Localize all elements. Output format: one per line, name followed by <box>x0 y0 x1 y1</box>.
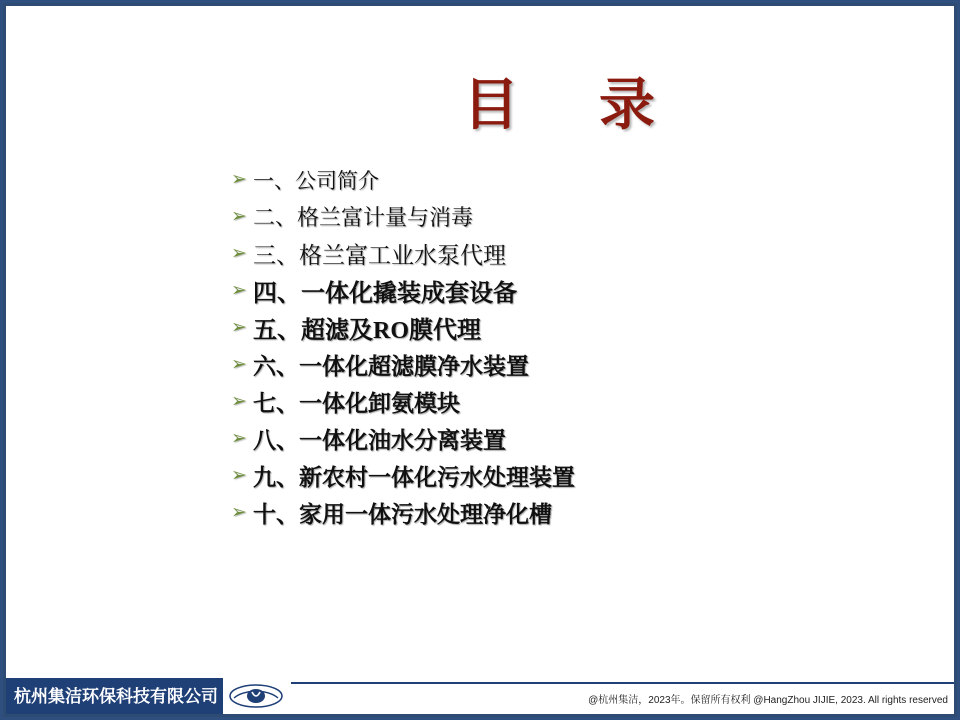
list-item-label: 五、超滤及RO膜代理 <box>253 318 481 344</box>
arrow-bullet-icon: ➢ <box>231 168 247 190</box>
list-item-label: 九、新农村一体化污水处理装置 <box>253 465 575 490</box>
footer-company-name: 杭州集洁环保科技有限公司 <box>14 687 218 706</box>
arrow-bullet-icon: ➢ <box>231 427 247 449</box>
list-item[interactable] <box>231 457 871 494</box>
list-item-label: 三、格兰富工业水泵代理 <box>253 243 506 268</box>
arrow-bullet-icon: ➢ <box>231 501 247 523</box>
list-item-label: 四、一体化撬装成套设备 <box>253 281 517 307</box>
slide-title-char-1: 目 <box>463 75 521 137</box>
jijie-logo-icon <box>228 681 284 711</box>
footer-copyright: @杭州集洁，2023年。保留所有权利 @HangZhou JIJIE, 2023. All rights reserved <box>588 695 948 706</box>
arrow-bullet-icon: ➢ <box>231 390 247 412</box>
list-item-label: 七、一体化卸氨模块 <box>253 391 460 416</box>
arrow-bullet-icon: ➢ <box>231 205 247 227</box>
arrow-bullet-icon: ➢ <box>231 279 247 301</box>
company-logo-mark <box>227 680 285 712</box>
list-item[interactable] <box>231 161 871 198</box>
slide-border-top <box>3 3 957 6</box>
list-item-label: 六、一体化超滤膜净水装置 <box>253 354 529 379</box>
slide-border-bottom <box>3 714 957 717</box>
list-item-label: 十、家用一体污水处理净化槽 <box>253 502 552 527</box>
list-item-label: 一、公司简介 <box>253 168 379 193</box>
table-of-contents <box>231 161 871 531</box>
list-item[interactable] <box>231 420 871 457</box>
slide-title-char-2: 录 <box>599 75 657 137</box>
list-item-label: 八、一体化油水分离装置 <box>253 428 506 453</box>
arrow-bullet-icon: ➢ <box>231 316 247 338</box>
list-item[interactable] <box>231 346 871 383</box>
list-item[interactable] <box>231 235 871 272</box>
slide-title <box>3 61 957 141</box>
list-item[interactable] <box>231 309 871 346</box>
footer-company-bar <box>6 678 221 714</box>
list-item[interactable] <box>231 198 871 235</box>
list-item[interactable] <box>231 383 871 420</box>
arrow-bullet-icon: ➢ <box>231 353 247 375</box>
slide-footer <box>6 678 954 714</box>
footer-divider-line <box>291 682 954 684</box>
list-item[interactable] <box>231 494 871 531</box>
list-item-label: 二、格兰富计量与消毒 <box>253 205 474 230</box>
list-item[interactable] <box>231 272 871 309</box>
arrow-bullet-icon: ➢ <box>231 242 247 264</box>
arrow-bullet-icon: ➢ <box>231 464 247 486</box>
company-logo <box>221 678 291 714</box>
